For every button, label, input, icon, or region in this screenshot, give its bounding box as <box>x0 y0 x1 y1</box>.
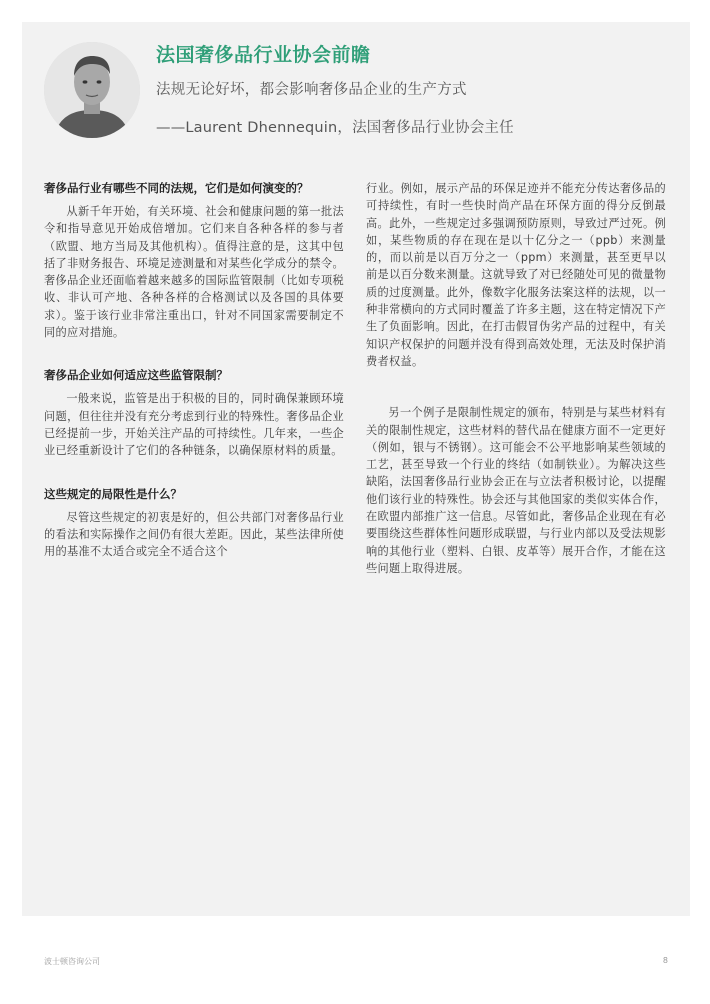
author-attribution: ——Laurent Dhennequin，法国奢侈品行业协会主任 <box>156 120 514 136</box>
answer-paragraph-4: 另一个例子是限制性规定的颁布，特别是与某些材料有关的限制性规定，这些材料的替代品在健康方面不一定更好（例如，银与不锈钢）。这可能会不公平地影响某些领域的工艺，甚至导致一个行业的终结（如制铁业）。为解决这些缺陷，法国奢侈品行业协会正在与立法者积极讨论，以提醒他们该行业的特殊性。协会还与其他国家的类似实体合作，在欧盟内部推广这一信息。尽管如此，奢侈品企业现在有必要围绕这些群体性问题形成联盟，与行业内部以及受法规影响的其他行业（塑料、白银、皮革等）展开合作，才能在这些问题上取得进展。 <box>366 406 666 575</box>
footer-company: 波士顿咨询公司 <box>44 957 100 966</box>
question-heading-2: 奢侈品企业如何适应这些监管限制？ <box>44 368 228 383</box>
answer-paragraph-3: 尽管这些规定的初衷是好的，但公共部门对奢侈品行业的看法和实际操作之间仍有很大差距。因此，某些法律所使用的基准不太适合或完全不适合这个 <box>44 510 344 559</box>
left-column <box>44 180 344 560</box>
page-subtitle: 法规无论好坏，都会影响奢侈品企业的生产方式 <box>156 82 467 98</box>
page-title: 法国奢侈品行业协会前瞻 <box>156 44 371 66</box>
question-heading-3: 这些规定的局限性是什么？ <box>44 486 182 501</box>
page-number: 8 <box>662 956 668 965</box>
right-column <box>366 180 666 577</box>
portrait-photo <box>44 42 140 138</box>
person-portrait-icon <box>44 42 140 138</box>
answer-paragraph-1: 从新千年开始，有关环境、社会和健康问题的第一批法令和指导意见开始成倍增加。它们来自各种各样的参与者（欧盟、地方当局及其他机构）。值得注意的是，这其中包括了非财务报告、环境足迹测量和对某些化学成分的禁令。奢侈品企业还面临着越来越多的国际监管限制（比如专项税收、非认可产地、各种各样的合格测试以及各国的具体要求）。鉴于该行业非常注重出口，针对不同国家需要制定不同的应对措施。 <box>44 205 344 340</box>
answer-paragraph-2: 一般来说，监管是出于积极的目的，同时确保兼顾环境问题，但往往并没有充分考虑到行业的特殊性。奢侈品企业已经提前一步，开始关注产品的可持续性。几年来，一些企业已经重新设计了它们的各种链条，以确保原材料的质量。 <box>44 392 344 458</box>
answer-paragraph-3-continued: 行业。例如，展示产品的环保足迹并不能充分传达奢侈品的可持续性，有时一些快时尚产品在环保方面的得分反倒最高。此外，一些规定过多强调预防原则，导致过严过死。例如，某些物质的存在现在是以十亿分之一（ppb）来测量的，而以前是以百万分之一（ppm）来测量，甚至更早以前是以百分数来测量。这就导致了对已经随处可见的微量物质的过度测量。此外，像数字化服务法案这样的法规，以一种非常横向的方式同时覆盖了许多主题，这在特定情况下产生了负面影响。因此，在打击假冒伪劣产品的过程中，有关知识产权保护的问题并没有得到高效处理，无法及时保护消费者权益。 <box>366 182 666 368</box>
question-heading-1: 奢侈品行业有哪些不同的法规，它们是如何演变的？ <box>44 181 309 195</box>
